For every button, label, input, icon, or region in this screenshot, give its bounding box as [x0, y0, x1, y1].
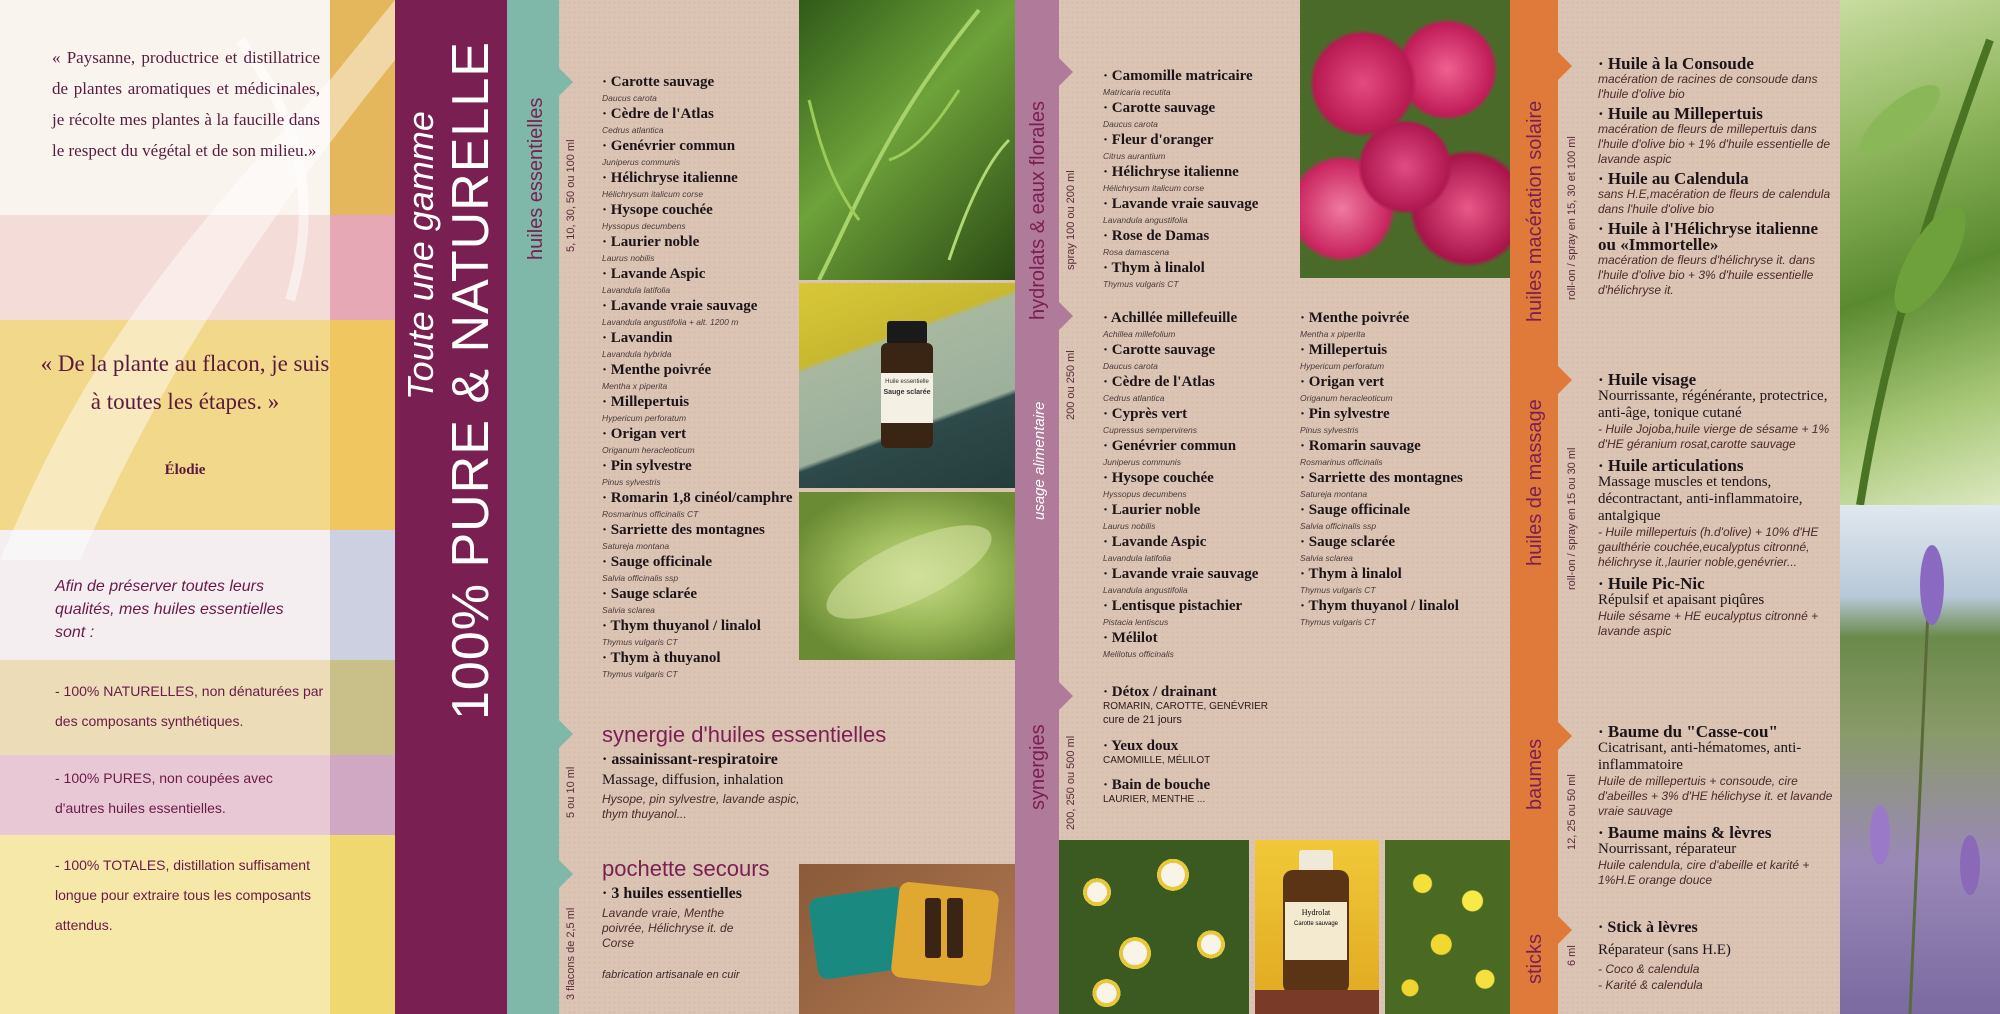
massage-size: roll-on / spray en 15 ou 30 ml: [1566, 447, 1578, 590]
item-name: · Laurier noble: [1103, 502, 1201, 518]
stick-name: · Stick à lèvres: [1598, 919, 1698, 936]
list-item: [1598, 724, 1838, 819]
item-latin-name: Lavandula latifolia: [1103, 553, 1172, 563]
item-name: · Huile à la Consoude: [1598, 54, 1754, 73]
item-name: · Sauge sclarée: [1300, 534, 1395, 550]
item-name: · Sarriette des montagnes: [1300, 470, 1463, 486]
sticks-title: sticks: [1524, 934, 1546, 984]
massage-title: huiles de massage: [1524, 399, 1546, 566]
item-latin-name: Rosmarinus officinalis: [1300, 457, 1383, 467]
item-name: · Cyprès vert: [1103, 406, 1188, 422]
hydrosol-bottle-photo: [1255, 840, 1379, 1014]
item-name: · Huile au Calendula: [1598, 169, 1749, 188]
item-name: · Huile articulations: [1598, 456, 1744, 475]
item-latin-name: Thymus vulgaris CT: [1300, 585, 1376, 595]
sage-leaf-photo: [799, 492, 1015, 660]
bottle-photo: [799, 283, 1015, 488]
item-name: · Thym à thuyanol: [602, 650, 721, 666]
bottle-label: Huile essentielle: [885, 379, 929, 385]
list-item: [1300, 374, 1510, 406]
item-description: cure de 21 jours: [1103, 714, 1182, 726]
item-name: · Lavande vraie sauvage: [1103, 196, 1259, 212]
maceration-title: huiles macération solaire: [1524, 100, 1546, 322]
item-name: · Cèdre de l'Atlas: [602, 106, 714, 122]
item-latin-name: Hypericum perforatum: [602, 413, 687, 423]
list-item: [1300, 470, 1510, 502]
synergies-list: [1103, 684, 1363, 816]
item-name: · Lavandin: [602, 330, 673, 346]
item-latin-name: Pinus sylvestris: [602, 477, 661, 487]
list-item: [1103, 598, 1293, 630]
list-item: [602, 202, 812, 234]
item-latin-name: Salvia sclarea: [1300, 553, 1353, 563]
item-latin-name: Salvia officinalis ssp: [1300, 521, 1377, 531]
list-item: [1103, 534, 1293, 566]
synergy-use: Massage, diffusion, inhalation: [602, 772, 784, 788]
item-name: · Thym à linalol: [1300, 566, 1402, 582]
hydrosol-title: hydrolats & eaux florales: [1027, 100, 1049, 320]
item-latin-name: Matricaria recutita: [1103, 87, 1171, 97]
list-item: [602, 138, 812, 170]
item-latin-name: Mentha x piperita: [602, 381, 668, 391]
list-item: [1300, 598, 1510, 630]
item-name: · Carotte sauvage: [1103, 342, 1216, 358]
hydrosol-size-bottle: 200 ou 250 ml: [1065, 350, 1077, 420]
food-usage: usage alimentaire: [1031, 401, 1048, 520]
synergies-title: synergies: [1027, 724, 1049, 810]
list-item: [1103, 260, 1303, 292]
synergies-size: 200, 250 ou 500 ml: [1065, 735, 1077, 830]
item-name: · Hélichryse italienne: [1103, 164, 1239, 180]
he-title: huiles essentielles: [525, 97, 547, 260]
item-name: · Menthe poivrée: [602, 362, 712, 378]
item-latin-name: Origanum heracleoticum: [602, 445, 695, 455]
list-item: [1103, 310, 1293, 342]
list-item: [602, 330, 812, 362]
item-latin-name: Thymus vulgaris CT: [1103, 279, 1179, 289]
item-name: · Fleur d'oranger: [1103, 132, 1214, 148]
list-item: [602, 106, 812, 138]
synergy-ingredients: Hysope, pin sylvestre, lavande aspic, thym thuyanol...: [602, 792, 800, 821]
item-latin-name: Thymus vulgaris CT: [1300, 617, 1376, 627]
item-name: · Carotte sauvage: [602, 74, 715, 90]
hydrosol-food-list-1: [1103, 310, 1293, 662]
item-name: · Origan vert: [1300, 374, 1385, 390]
he-sizes: 5, 10, 30, 50 ou 100 ml: [565, 139, 577, 252]
item-name: · Lavande Aspic: [1103, 534, 1207, 550]
item-description: Cicatrisant, anti-hématomes, anti-inflammatoire: [1598, 740, 1802, 773]
list-item: [602, 170, 812, 202]
item-latin-name: Cupressus sempervirens: [1103, 425, 1198, 435]
list-item: [1598, 576, 1838, 639]
synergy-title: synergie d'huiles essentielles: [602, 722, 887, 747]
list-item: [1300, 342, 1510, 374]
hydrosol-spray-list: [1103, 68, 1303, 292]
item-latin-name: Salvia sclarea: [602, 605, 655, 615]
item-latin-name: Achillea millefolium: [1103, 329, 1176, 339]
pouch-size: 3 flacons de 2,5 ml: [565, 907, 577, 1000]
item-name: · Hélichryse italienne: [602, 170, 738, 186]
massage-list: [1598, 372, 1838, 645]
item-name: · Sauge officinale: [1300, 502, 1410, 518]
item-latin-name: Hypericum perforatum: [1300, 361, 1385, 371]
item-description: ROMARIN, CAROTTE, GENÉVRIER: [1103, 701, 1269, 712]
item-name: · Genévrier commun: [602, 138, 736, 154]
list-item: [602, 266, 812, 298]
item-latin-name: Satureja montana: [1300, 489, 1368, 499]
stick-variant-2: - Karité & calendula: [1598, 978, 1703, 992]
item-name: · Achillée millefeuille: [1103, 310, 1238, 326]
hydrosol-size-spray: spray 100 ou 200 ml: [1065, 170, 1077, 270]
list-item: [1598, 458, 1838, 570]
pouch-name: · 3 huiles essentielles: [602, 885, 742, 902]
point-naturelles: - 100% NATURELLES, non dénaturées par des composants synthétiques.: [55, 683, 324, 729]
item-description: Huile de millepertuis + consoude, cire d'abeilles + 3% d'HE hélichyse it. et lavande vraie sauvage: [1598, 774, 1833, 818]
item-latin-name: Satureja montana: [602, 541, 670, 551]
item-name: · Thym thuyanol / linalol: [602, 618, 761, 634]
item-description: Huile sésame + HE eucalyptus citronné + lavande aspic: [1598, 609, 1819, 638]
item-latin-name: Juniperus communis: [602, 157, 680, 167]
item-latin-name: Mentha x piperita: [1300, 329, 1366, 339]
list-item: [1300, 566, 1510, 598]
pouch-ingredients: Lavande vraie, Menthe poivrée, Hélichryse it. de Corse: [602, 906, 734, 950]
item-name: · Huile au Millepertuis: [1598, 104, 1763, 123]
balms-size: 12, 25 ou 50 ml: [1566, 774, 1578, 850]
item-name: · Genévrier commun: [1103, 438, 1237, 454]
list-item: [1103, 164, 1303, 196]
he-list: [602, 74, 812, 682]
list-item: [1103, 374, 1293, 406]
list-item: [1598, 372, 1838, 452]
list-item: [602, 74, 812, 106]
item-name: · Millepertuis: [1300, 342, 1388, 358]
list-item: [1598, 825, 1838, 888]
item-name: · Lentisque pistachier: [1103, 598, 1243, 614]
list-item: [1103, 100, 1303, 132]
list-item: [1300, 438, 1510, 470]
stick-subtitle: Réparateur (sans H.E): [1598, 942, 1731, 958]
item-description: - Huile millepertuis (h.d'olive) + 10% d'HE gaulthérie couchée,eucalyptus citronné, hélichryse it.,laurier noble,genévrier...: [1598, 525, 1819, 569]
item-description: Nourrissant, réparateur: [1598, 841, 1737, 857]
item-name: · Lavande vraie sauvage: [1103, 566, 1259, 582]
balms-list: [1598, 724, 1838, 894]
list-item: [602, 362, 812, 394]
list-item: [602, 298, 812, 330]
list-item: [602, 618, 812, 650]
point-pures: - 100% PURES, non coupées avec d'autres huiles essentielles.: [55, 770, 273, 816]
item-latin-name: Origanum heracleoticum: [1300, 393, 1393, 403]
list-item: [1103, 342, 1293, 374]
essential-oils-panel: [507, 0, 1015, 1014]
sticks-size: 6 ml: [1566, 945, 1578, 966]
list-item: [1103, 196, 1303, 228]
item-name: · Sauge sclarée: [602, 586, 697, 602]
bottle-name: Sauge sclarée: [883, 389, 931, 396]
item-description: Répulsif et apaisant piqûres: [1598, 592, 1765, 608]
item-latin-name: Lavandula latifolia: [602, 285, 671, 295]
item-name: · Hysope couchée: [1103, 470, 1214, 486]
item-description: Nourrissante, régénérante, protectrice, anti-âge, tonique cutané: [1598, 388, 1828, 421]
st-johns-wort-photo: [1385, 840, 1510, 1014]
item-latin-name: Rosa damascena: [1103, 247, 1170, 257]
item-description: sans H.E,macération de fleurs de calendula dans l'huile d'olive bio: [1598, 187, 1831, 216]
item-latin-name: Lavandula angustifolia: [1103, 585, 1188, 595]
item-latin-name: Pistacia lentiscus: [1103, 617, 1169, 627]
lavender-photo: [1840, 505, 2000, 1014]
banner-title: 100% PURE & NATURELLE: [442, 41, 500, 720]
item-description: macération de fleurs d'hélichryse it. dans l'huile d'olive bio + 3% d'huile essentielle d'hélichryse it.: [1598, 253, 1816, 297]
item-name: · Sarriette des montagnes: [602, 522, 765, 538]
item-name: · Romarin sauvage: [1300, 438, 1421, 454]
list-item: [1103, 630, 1293, 662]
item-description: - Huile Jojoba,huile vierge de sésame + 1% d'HE géranium rosat,carotte sauvage: [1598, 422, 1830, 451]
item-name: · Menthe poivrée: [1300, 310, 1410, 326]
list-item: [602, 234, 812, 266]
list-item: [602, 490, 812, 522]
item-name: · Thym à linalol: [1103, 260, 1205, 276]
item-latin-name: Daucus carota: [1103, 119, 1158, 129]
maceration-list: [1598, 56, 1838, 302]
item-description: LAURIER, MENTHE ...: [1103, 794, 1206, 805]
stick-variant-1: - Coco & calendula: [1598, 962, 1700, 976]
pouch-note: fabrication artisanale en cuir: [602, 969, 740, 981]
list-item: [1103, 684, 1363, 728]
item-latin-name: Hélichrysum italicum corse: [1103, 183, 1205, 193]
item-name: · Baume du "Casse-cou": [1598, 722, 1778, 741]
item-name: · Huile Pic-Nic: [1598, 574, 1705, 593]
item-latin-name: Hyssopus decumbens: [602, 221, 686, 231]
item-name: · Bain de bouche: [1103, 777, 1211, 793]
list-item: [1598, 56, 1838, 102]
synergy-name: · assainissant-respiratoire: [602, 751, 778, 768]
item-name: · Lavande vraie sauvage: [602, 298, 758, 314]
intro-panel: [0, 0, 395, 1014]
item-latin-name: Pinus sylvestris: [1300, 425, 1359, 435]
hydrosols-panel: [1015, 0, 1510, 1014]
quote: « De la plante au flacon, je suis à toutes les étapes. »: [40, 351, 330, 414]
item-name: · Camomille matricaire: [1103, 68, 1253, 84]
list-item: [602, 394, 812, 426]
item-description: Huile calendula, cire d'abeille et karité + 1%H.E orange douce: [1598, 858, 1810, 887]
item-description: macération de fleurs de millepertuis dans l'huile d'olive bio + 1% d'huile essentielle de lavande aspic: [1598, 122, 1831, 166]
item-latin-name: Thymus vulgaris CT: [602, 669, 678, 679]
maceration-size: roll-on / spray en 15, 30 et 100 ml: [1566, 136, 1578, 300]
oils-panel: [1510, 0, 1840, 1014]
item-latin-name: Rosmarinus officinalis CT: [602, 509, 699, 519]
item-latin-name: Juniperus communis: [1103, 457, 1181, 467]
list-item: [1300, 534, 1510, 566]
banner-tagline: Toute une gamme: [400, 111, 441, 400]
list-item: [1300, 310, 1510, 342]
item-name: · Thym thuyanol / linalol: [1300, 598, 1459, 614]
item-description: CAMOMILLE, MÉLILOT: [1103, 755, 1211, 766]
item-name: · Rose de Damas: [1103, 228, 1210, 244]
list-item: [602, 586, 812, 618]
list-item: [1598, 106, 1838, 167]
item-latin-name: Citrus aurantium: [1103, 151, 1166, 161]
item-latin-name: Hyssopus decumbens: [1103, 489, 1187, 499]
list-item: [1103, 132, 1303, 164]
hydrosol-bottle-label: Hydrolat: [1301, 908, 1331, 917]
list-item: [1598, 221, 1838, 298]
item-name: · Hysope couchée: [602, 202, 713, 218]
list-item: [602, 650, 812, 682]
preserve-text: Afin de préserver toutes leurs qualités, mes huiles essentielles sont :: [55, 578, 284, 641]
item-name: · Yeux doux: [1103, 738, 1179, 754]
item-latin-name: Lavandula angustifolia + alt. 1200 m: [602, 317, 739, 327]
hydrosol-bottle-name: Carotte sauvage: [1293, 921, 1339, 927]
item-name: · Huile visage: [1598, 370, 1697, 389]
item-latin-name: Cedrus atlantica: [1103, 393, 1165, 403]
pouch-photo: [799, 864, 1015, 1014]
item-name: · Carotte sauvage: [1103, 100, 1216, 116]
list-item: [1103, 470, 1293, 502]
synergy-size: 5 ou 10 ml: [565, 766, 577, 818]
item-latin-name: Laurus nobilis: [602, 253, 655, 263]
hydrosol-food-list-2: [1300, 310, 1510, 630]
list-item: [1103, 566, 1293, 598]
rose-photo: [1300, 0, 1510, 278]
balms-title: baumes: [1524, 738, 1546, 810]
item-latin-name: Thymus vulgaris CT: [602, 637, 678, 647]
item-latin-name: Salvia officinalis ssp: [602, 573, 679, 583]
item-latin-name: Daucus carota: [1103, 361, 1158, 371]
chamomile-photo: [1059, 840, 1249, 1014]
list-item: [1300, 502, 1510, 534]
intro-text: « Paysanne, productrice et distillatrice de plantes aromatiques et médicinales, je récolte mes plantes à la faucille dans le respect du végétal et de son milieu.»: [52, 48, 320, 160]
list-item: [1103, 438, 1293, 470]
list-item: [1300, 406, 1510, 438]
item-description: macération de racines de consoude dans l'huile d'olive bio: [1598, 72, 1818, 101]
item-name: · Baume mains & lèvres: [1598, 823, 1772, 842]
item-name: · Huile à l'Hélichryse italienne ou «Immortelle»: [1598, 219, 1819, 254]
carrot-leaf-photo: [799, 0, 1015, 280]
item-latin-name: Cedrus atlantica: [602, 125, 664, 135]
list-item: [1103, 777, 1363, 806]
item-latin-name: Melilotus officinalis: [1103, 649, 1174, 659]
list-item: [602, 554, 812, 586]
item-name: · Laurier noble: [602, 234, 700, 250]
list-item: [1103, 406, 1293, 438]
item-name: · Pin sylvestre: [602, 458, 692, 474]
item-latin-name: Lavandula angustifolia: [1103, 215, 1188, 225]
range-banner: [395, 0, 507, 1014]
item-name: · Détox / drainant: [1103, 684, 1217, 700]
item-name: · Cèdre de l'Atlas: [1103, 374, 1215, 390]
item-name: · Origan vert: [602, 426, 687, 442]
item-description: Massage muscles et tendons, décontractant, anti-inflammatoire, antalgique: [1598, 474, 1803, 524]
item-latin-name: Laurus nobilis: [1103, 521, 1156, 531]
quote-author: Élodie: [164, 462, 206, 478]
comfrey-photo: [1840, 0, 2000, 505]
item-latin-name: Lavandula hybrida: [602, 349, 672, 359]
list-item: [1103, 228, 1303, 260]
list-item: [1103, 738, 1363, 767]
list-item: [1598, 171, 1838, 217]
item-name: · Romarin 1,8 cinéol/camphre: [602, 490, 793, 506]
item-latin-name: Hélichrysum italicum corse: [602, 189, 704, 199]
item-name: · Lavande Aspic: [602, 266, 706, 282]
item-latin-name: Daucus carota: [602, 93, 657, 103]
list-item: [602, 426, 812, 458]
pouch-title: pochette secours: [602, 856, 770, 881]
item-name: · Sauge officinale: [602, 554, 712, 570]
item-name: · Pin sylvestre: [1300, 406, 1390, 422]
item-name: · Mélilot: [1103, 630, 1158, 646]
point-totales: - 100% TOTALES, distillation suffisament longue pour extraire tous les composants attendus.: [55, 857, 312, 933]
list-item: [602, 458, 812, 490]
list-item: [1103, 68, 1303, 100]
list-item: [602, 522, 812, 554]
item-name: · Millepertuis: [602, 394, 690, 410]
list-item: [1103, 502, 1293, 534]
